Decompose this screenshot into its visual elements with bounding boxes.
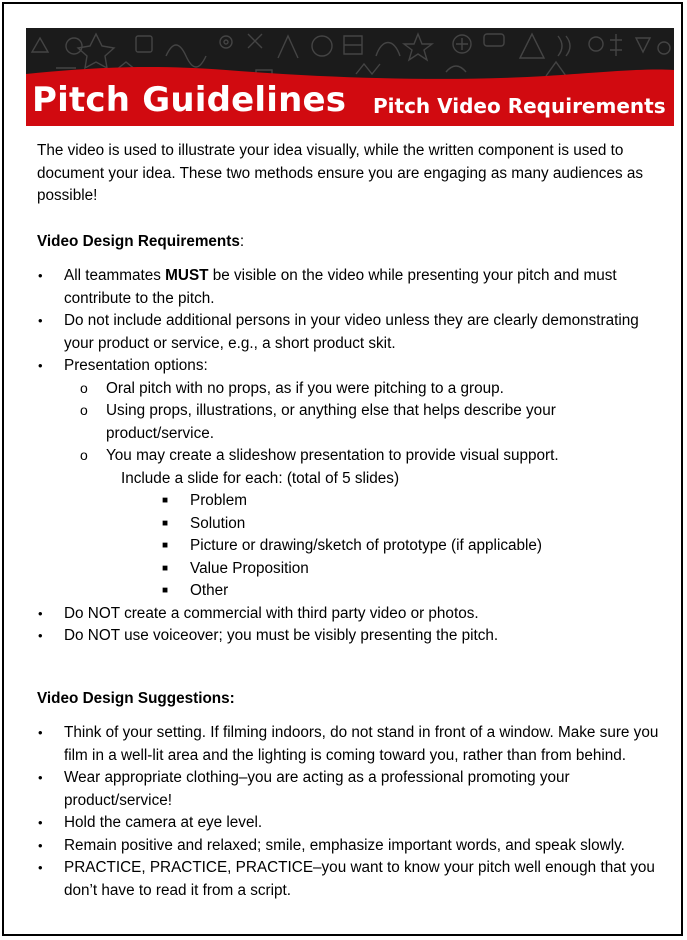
bullet-icon: • xyxy=(38,605,43,621)
list-item xyxy=(37,355,667,603)
bullet-icon: • xyxy=(38,358,43,373)
page-subtitle: Pitch Video Requirements xyxy=(373,94,666,118)
square-bullet-icon: ■ xyxy=(162,517,169,529)
suggestion-4: Remain positive and relaxed; smile, emphasize important words, and speak slowly. xyxy=(64,836,625,854)
option-1: Oral pitch with no props, as if you were pitching to a group. xyxy=(106,379,504,397)
slides-intro: Include a slide for each: (total of 5 slides) xyxy=(121,469,400,487)
slide-item: Other xyxy=(190,582,229,599)
req-item-1-pre: All teammates xyxy=(64,267,166,284)
option-2: Using props, illustrations, or anything else that helps describe your product/service. xyxy=(106,402,556,442)
list-item xyxy=(64,580,667,603)
document-body xyxy=(37,140,667,902)
list-item xyxy=(64,558,667,581)
suggestions-list xyxy=(37,722,667,902)
list-item xyxy=(37,812,667,835)
square-bullet-icon: ■ xyxy=(162,562,169,574)
list-item xyxy=(37,722,667,767)
list-item xyxy=(64,378,667,401)
list-item xyxy=(37,857,667,902)
requirements-heading xyxy=(37,231,667,254)
circle-bullet-icon: o xyxy=(80,379,88,396)
requirements-heading-colon: : xyxy=(239,232,245,250)
option-3: You may create a slideshow presentation to provide visual support. xyxy=(106,447,559,464)
list-item xyxy=(37,625,667,648)
square-bullet-icon: ■ xyxy=(162,585,169,596)
bullet-icon: • xyxy=(38,628,43,643)
square-bullet-icon: ■ xyxy=(162,540,169,551)
list-item xyxy=(37,767,667,812)
suggestion-1: Think of your setting. If filming indoors, do not stand in front of a window. Make sure you film in a well-lit area and the lighting is coming toward you, rather than from behind. xyxy=(64,724,659,764)
circle-bullet-icon: o xyxy=(80,447,88,463)
suggestions-heading xyxy=(37,688,667,711)
req-item-1-strong: MUST xyxy=(165,267,209,284)
slides-list xyxy=(64,490,667,603)
intro-paragraph: The video is used to illustrate your idea visually, while the written component is used to document your idea. These two methods ensure you are engaging as many audiences as possible! xyxy=(37,142,644,204)
document-page xyxy=(2,2,683,936)
req-item-4: Do NOT create a commercial with third party video or photos. xyxy=(64,604,479,622)
header-banner xyxy=(26,28,674,126)
suggestions-heading-text: Video Design Suggestions: xyxy=(37,689,235,707)
bullet-icon: • xyxy=(38,725,43,740)
requirements-heading-text: Video Design Requirements xyxy=(37,232,240,250)
list-item xyxy=(37,265,667,310)
list-item xyxy=(64,400,667,445)
bullet-icon: • xyxy=(38,770,43,785)
square-bullet-icon: ■ xyxy=(162,495,169,506)
list-item xyxy=(37,310,667,355)
page-title: Pitch Guidelines xyxy=(32,80,347,120)
list-item xyxy=(37,603,667,626)
suggestion-3: Hold the camera at eye level. xyxy=(64,814,263,831)
req-item-3: Presentation options: xyxy=(64,357,208,374)
slide-item: Value Proposition xyxy=(190,559,309,577)
suggestion-5: PRACTICE, PRACTICE, PRACTICE–you want to know your pitch well enough that you don’t have to read it from a script. xyxy=(64,859,655,899)
list-item xyxy=(37,835,667,858)
bullet-icon: • xyxy=(38,815,43,830)
bullet-icon: • xyxy=(38,837,43,853)
bullet-icon: • xyxy=(38,313,43,328)
slide-item: Solution xyxy=(190,514,246,532)
suggestion-2: Wear appropriate clothing–you are acting as a professional promoting your product/service! xyxy=(64,769,570,809)
circle-bullet-icon: o xyxy=(80,402,88,418)
list-item xyxy=(64,445,667,468)
slide-item: Problem xyxy=(190,492,247,509)
slide-item: Picture or drawing/sketch of prototype (if applicable) xyxy=(190,537,543,554)
list-item xyxy=(64,513,667,536)
bullet-icon: • xyxy=(38,268,43,283)
req-item-2: Do not include additional persons in your video unless they are clearly demonstrating your product or service, e.g., a short product skit. xyxy=(64,312,639,352)
list-item xyxy=(64,535,667,558)
bullet-icon: • xyxy=(38,860,43,875)
list-item xyxy=(64,490,667,513)
requirements-list xyxy=(37,265,667,648)
req-item-5: Do NOT use voiceover; you must be visibly presenting the pitch. xyxy=(64,627,499,644)
req-item-1-post: be visible on the video while presenting your pitch and must contribute to the pitch. xyxy=(64,267,617,307)
presentation-options-list xyxy=(64,378,667,468)
